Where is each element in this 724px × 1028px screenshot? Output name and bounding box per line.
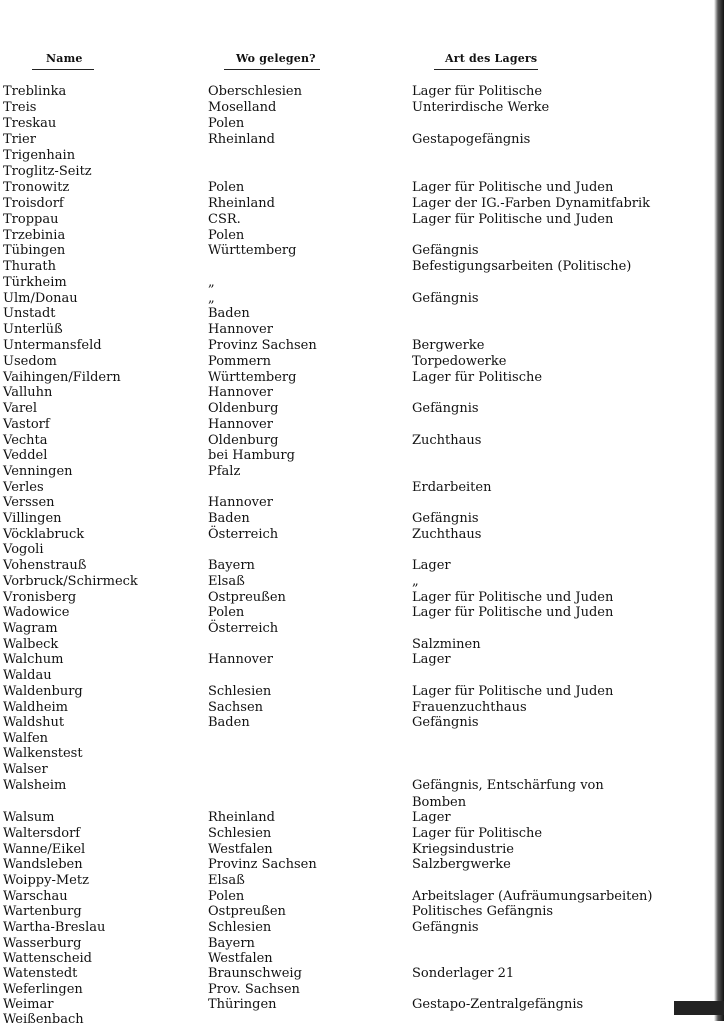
camp-type: Salzminen: [412, 637, 481, 652]
table-row: [0, 433, 724, 449]
camp-location: Bayern: [208, 936, 255, 951]
table-row: [0, 132, 724, 148]
camp-name: Wasserburg: [3, 936, 82, 951]
camp-name: Wagram: [3, 621, 58, 636]
table-row: [0, 495, 724, 511]
camp-type: Gefängnis: [412, 291, 479, 306]
camp-type: Kriegsindustrie: [412, 842, 514, 857]
header-location: Wo gelegen?: [236, 52, 316, 65]
table-row: [0, 936, 724, 952]
table-row: [0, 684, 724, 700]
camp-location: Polen: [208, 116, 245, 131]
table-row: [0, 322, 724, 338]
camp-name: Weißenbach: [3, 1012, 84, 1027]
camp-name: Weimar: [3, 997, 54, 1012]
table-row: [0, 842, 724, 858]
camp-name: Thurath: [3, 259, 56, 274]
camp-name: Wattenscheid: [3, 951, 92, 966]
camp-location: Polen: [208, 889, 245, 904]
header-type-rule: [434, 69, 538, 70]
camp-type: Gefängnis: [412, 401, 479, 416]
camp-location: bei Hamburg: [208, 448, 295, 463]
table-row: [0, 401, 724, 417]
camp-location: Württemberg: [208, 243, 297, 258]
table-row: [0, 873, 724, 889]
table-row: [0, 558, 724, 574]
camp-location: Schlesien: [208, 684, 272, 699]
table-row: [0, 480, 724, 496]
table-row: [0, 243, 724, 259]
camp-name: Walkenstest: [3, 746, 83, 761]
camp-type: Lager für Politische: [412, 84, 543, 99]
camp-type: Bergwerke: [412, 338, 485, 353]
header-name-rule: [32, 69, 94, 70]
camp-name: Treskau: [3, 116, 57, 131]
table-row: [0, 542, 724, 558]
camp-location: Oldenburg: [208, 401, 279, 416]
camp-location: Polen: [208, 605, 245, 620]
table-row: [0, 212, 724, 228]
camp-name: Valluhn: [3, 385, 53, 400]
table-row: [0, 148, 724, 164]
camp-name: Troisdorf: [3, 196, 64, 211]
camp-name: Tronowitz: [3, 180, 70, 195]
table-row: [0, 590, 724, 606]
camp-type: Politisches Gefängnis: [412, 904, 554, 919]
table-row: [0, 951, 724, 967]
camp-name: Trier: [3, 132, 36, 147]
camp-name: Walchum: [3, 652, 64, 667]
camp-location: Württemberg: [208, 370, 297, 385]
table-row: [0, 370, 724, 386]
table-row: [0, 306, 724, 322]
table-row: [0, 354, 724, 370]
camp-name: Vechta: [3, 433, 48, 448]
camp-location: Provinz Sachsen: [208, 857, 317, 872]
camp-name: Türkheim: [3, 275, 67, 290]
camp-name: Waldshut: [3, 715, 65, 730]
camp-name: Varel: [3, 401, 38, 416]
table-row: [0, 417, 724, 433]
camp-name: Waldenburg: [3, 684, 83, 699]
header-name: Name: [46, 52, 83, 65]
camp-location: Westfalen: [208, 951, 273, 966]
camp-type: Arbeitslager (Aufräumungsarbeiten): [412, 889, 653, 904]
table-row: [0, 920, 724, 936]
table-row: [0, 966, 724, 982]
camp-name: Walsum: [3, 810, 55, 825]
table-row: [0, 826, 724, 842]
table-row: [0, 700, 724, 716]
table-row: [0, 904, 724, 920]
camp-location: Oldenburg: [208, 433, 279, 448]
camp-name: Woippy-Metz: [3, 873, 89, 888]
camp-location: Pommern: [208, 354, 271, 369]
table-row: [0, 746, 724, 762]
camp-location: Rheinland: [208, 196, 275, 211]
camp-type: Gestapogefängnis: [412, 132, 531, 147]
camp-location: Hannover: [208, 495, 273, 510]
table-row: [0, 762, 724, 778]
camp-type: Lager für Politische und Juden: [412, 684, 614, 699]
camp-location: Prov. Sachsen: [208, 982, 300, 997]
table-row: [0, 116, 724, 132]
table-row: [0, 795, 724, 811]
camp-location: Ostpreußen: [208, 590, 286, 605]
camp-name: Vöcklabruck: [3, 527, 85, 542]
camp-name: Wandsleben: [3, 857, 83, 872]
camp-name: Usedom: [3, 354, 57, 369]
camp-type: Gefängnis: [412, 715, 479, 730]
table-row: [0, 464, 724, 480]
camp-name: Tübingen: [3, 243, 66, 258]
table-row: [0, 196, 724, 212]
camp-type: Gefängnis: [412, 920, 479, 935]
camp-name: Wanne/Eikel: [3, 842, 86, 857]
camp-location: Hannover: [208, 385, 273, 400]
camp-name: Verles: [3, 480, 44, 495]
camp-name: Walsheim: [3, 778, 67, 793]
camp-type: Lager für Politische: [412, 826, 543, 841]
camp-type: Erdarbeiten: [412, 480, 492, 495]
table-row: [0, 668, 724, 684]
camp-location: Braunschweig: [208, 966, 302, 981]
table-row: [0, 1012, 724, 1028]
camp-location: Schlesien: [208, 826, 272, 841]
camp-location: Hannover: [208, 417, 273, 432]
camp-location: Polen: [208, 180, 245, 195]
camp-name: Waltersdorf: [3, 826, 81, 841]
camp-name: Treblinka: [3, 84, 67, 99]
camp-location: Elsaß: [208, 873, 245, 888]
table-row: [0, 889, 724, 905]
camp-name: Untermansfeld: [3, 338, 102, 353]
camp-name: Venningen: [3, 464, 73, 479]
camp-type: Lager: [412, 810, 451, 825]
camp-location: Oberschlesien: [208, 84, 302, 99]
table-row: [0, 857, 724, 873]
camp-name: Walfen: [3, 731, 49, 746]
camp-location: Hannover: [208, 652, 273, 667]
camp-location: Österreich: [208, 527, 279, 542]
table-row: [0, 291, 724, 307]
table-row: [0, 164, 724, 180]
camp-name: Trigenhain: [3, 148, 76, 163]
camp-location: Rheinland: [208, 810, 275, 825]
camp-name: Watenstedt: [3, 966, 78, 981]
header-type: Art des Lagers: [445, 52, 538, 65]
camp-type: Sonderlager 21: [412, 966, 515, 981]
table-row: [0, 527, 724, 543]
table-row: [0, 605, 724, 621]
camp-name: Waldheim: [3, 700, 69, 715]
scan-edge-shadow: [714, 0, 724, 1021]
camp-type: Zuchthaus: [412, 433, 482, 448]
camp-location: Baden: [208, 306, 250, 321]
table-row: [0, 385, 724, 401]
camp-name: Veddel: [3, 448, 48, 463]
camp-name: Troppau: [3, 212, 59, 227]
camp-type: Gefängnis: [412, 243, 479, 258]
camp-name: Treis: [3, 100, 37, 115]
camp-location: Westfalen: [208, 842, 273, 857]
camp-type: Unterirdische Werke: [412, 100, 550, 115]
camp-type: Bomben: [412, 795, 467, 810]
camp-name: Wadowice: [3, 605, 70, 620]
table-row: [0, 574, 724, 590]
table-row: [0, 228, 724, 244]
camp-location: Pfalz: [208, 464, 241, 479]
camp-location: Rheinland: [208, 132, 275, 147]
camp-location: Thüringen: [208, 997, 277, 1012]
table-row: [0, 652, 724, 668]
camp-location: Schlesien: [208, 920, 272, 935]
camp-name: Vastorf: [3, 417, 50, 432]
table-row: [0, 259, 724, 275]
table-row: [0, 778, 724, 794]
camp-name: Wartha-Breslau: [3, 920, 106, 935]
camp-name: Unstadt: [3, 306, 56, 321]
camp-type: Lager für Politische und Juden: [412, 180, 614, 195]
camp-type: Lager: [412, 652, 451, 667]
camp-name: Vohenstrauß: [3, 558, 87, 573]
table-row: [0, 338, 724, 354]
camp-name: Vorbruck/Schirmeck: [3, 574, 138, 589]
table-row: [0, 637, 724, 653]
camp-name: Ulm/Donau: [3, 291, 78, 306]
table-row: [0, 275, 724, 291]
camp-name: Unterlüß: [3, 322, 63, 337]
camp-name: Villingen: [3, 511, 62, 526]
camp-type: Lager für Politische: [412, 370, 543, 385]
camp-name: Vronisberg: [3, 590, 77, 605]
camp-name: Walbeck: [3, 637, 59, 652]
camp-type: Torpedowerke: [412, 354, 507, 369]
camp-type: Gefängnis, Entschärfung von: [412, 778, 604, 793]
camp-location: Bayern: [208, 558, 255, 573]
camp-location: Polen: [208, 228, 245, 243]
table-row: [0, 982, 724, 998]
camp-type: Lager für Politische und Juden: [412, 212, 614, 227]
table-row: [0, 100, 724, 116]
camp-location: Sachsen: [208, 700, 264, 715]
camp-location: Ostpreußen: [208, 904, 286, 919]
table-row: [0, 715, 724, 731]
camp-location: Baden: [208, 715, 250, 730]
table-row: [0, 621, 724, 637]
header-location-rule: [224, 69, 320, 70]
table-row: [0, 180, 724, 196]
camp-type: Gestapo-Zentralgefängnis: [412, 997, 584, 1012]
camp-location: Hannover: [208, 322, 273, 337]
camp-name: Verssen: [3, 495, 55, 510]
camp-type: Lager für Politische und Juden: [412, 590, 614, 605]
camp-name: Waldau: [3, 668, 52, 683]
camp-name: Vogoli: [3, 542, 44, 557]
camp-location: CSR.: [208, 212, 241, 227]
camp-type: Salzbergwerke: [412, 857, 511, 872]
camp-location: Österreich: [208, 621, 279, 636]
camp-name: Walser: [3, 762, 48, 777]
camp-type: Lager: [412, 558, 451, 573]
camp-location: „: [208, 275, 215, 290]
table-row: [0, 84, 724, 100]
camp-location: „: [208, 291, 215, 306]
table-row: [0, 997, 724, 1013]
camp-location: Baden: [208, 511, 250, 526]
camp-type: Gefängnis: [412, 511, 479, 526]
camp-type: Lager der IG.-Farben Dynamitfabrik: [412, 196, 651, 211]
camp-name: Weferlingen: [3, 982, 83, 997]
camp-type: Frauenzuchthaus: [412, 700, 527, 715]
camp-name: Troglitz-Seitz: [3, 164, 92, 179]
camp-name: Vaihingen/Fildern: [3, 370, 121, 385]
camp-location: Elsaß: [208, 574, 245, 589]
scan-speck: [674, 1001, 724, 1015]
camp-location: Provinz Sachsen: [208, 338, 317, 353]
camp-name: Warschau: [3, 889, 68, 904]
camp-type: Lager für Politische und Juden: [412, 605, 614, 620]
camp-type: „: [412, 574, 419, 589]
camp-location: Moselland: [208, 100, 277, 115]
camp-name: Wartenburg: [3, 904, 82, 919]
camp-type: Zuchthaus: [412, 527, 482, 542]
camp-name: Trzebinia: [3, 228, 66, 243]
table-row: [0, 448, 724, 464]
table-row: [0, 731, 724, 747]
camp-type: Befestigungsarbeiten (Politische): [412, 259, 632, 274]
table-row: [0, 511, 724, 527]
table-row: [0, 810, 724, 826]
